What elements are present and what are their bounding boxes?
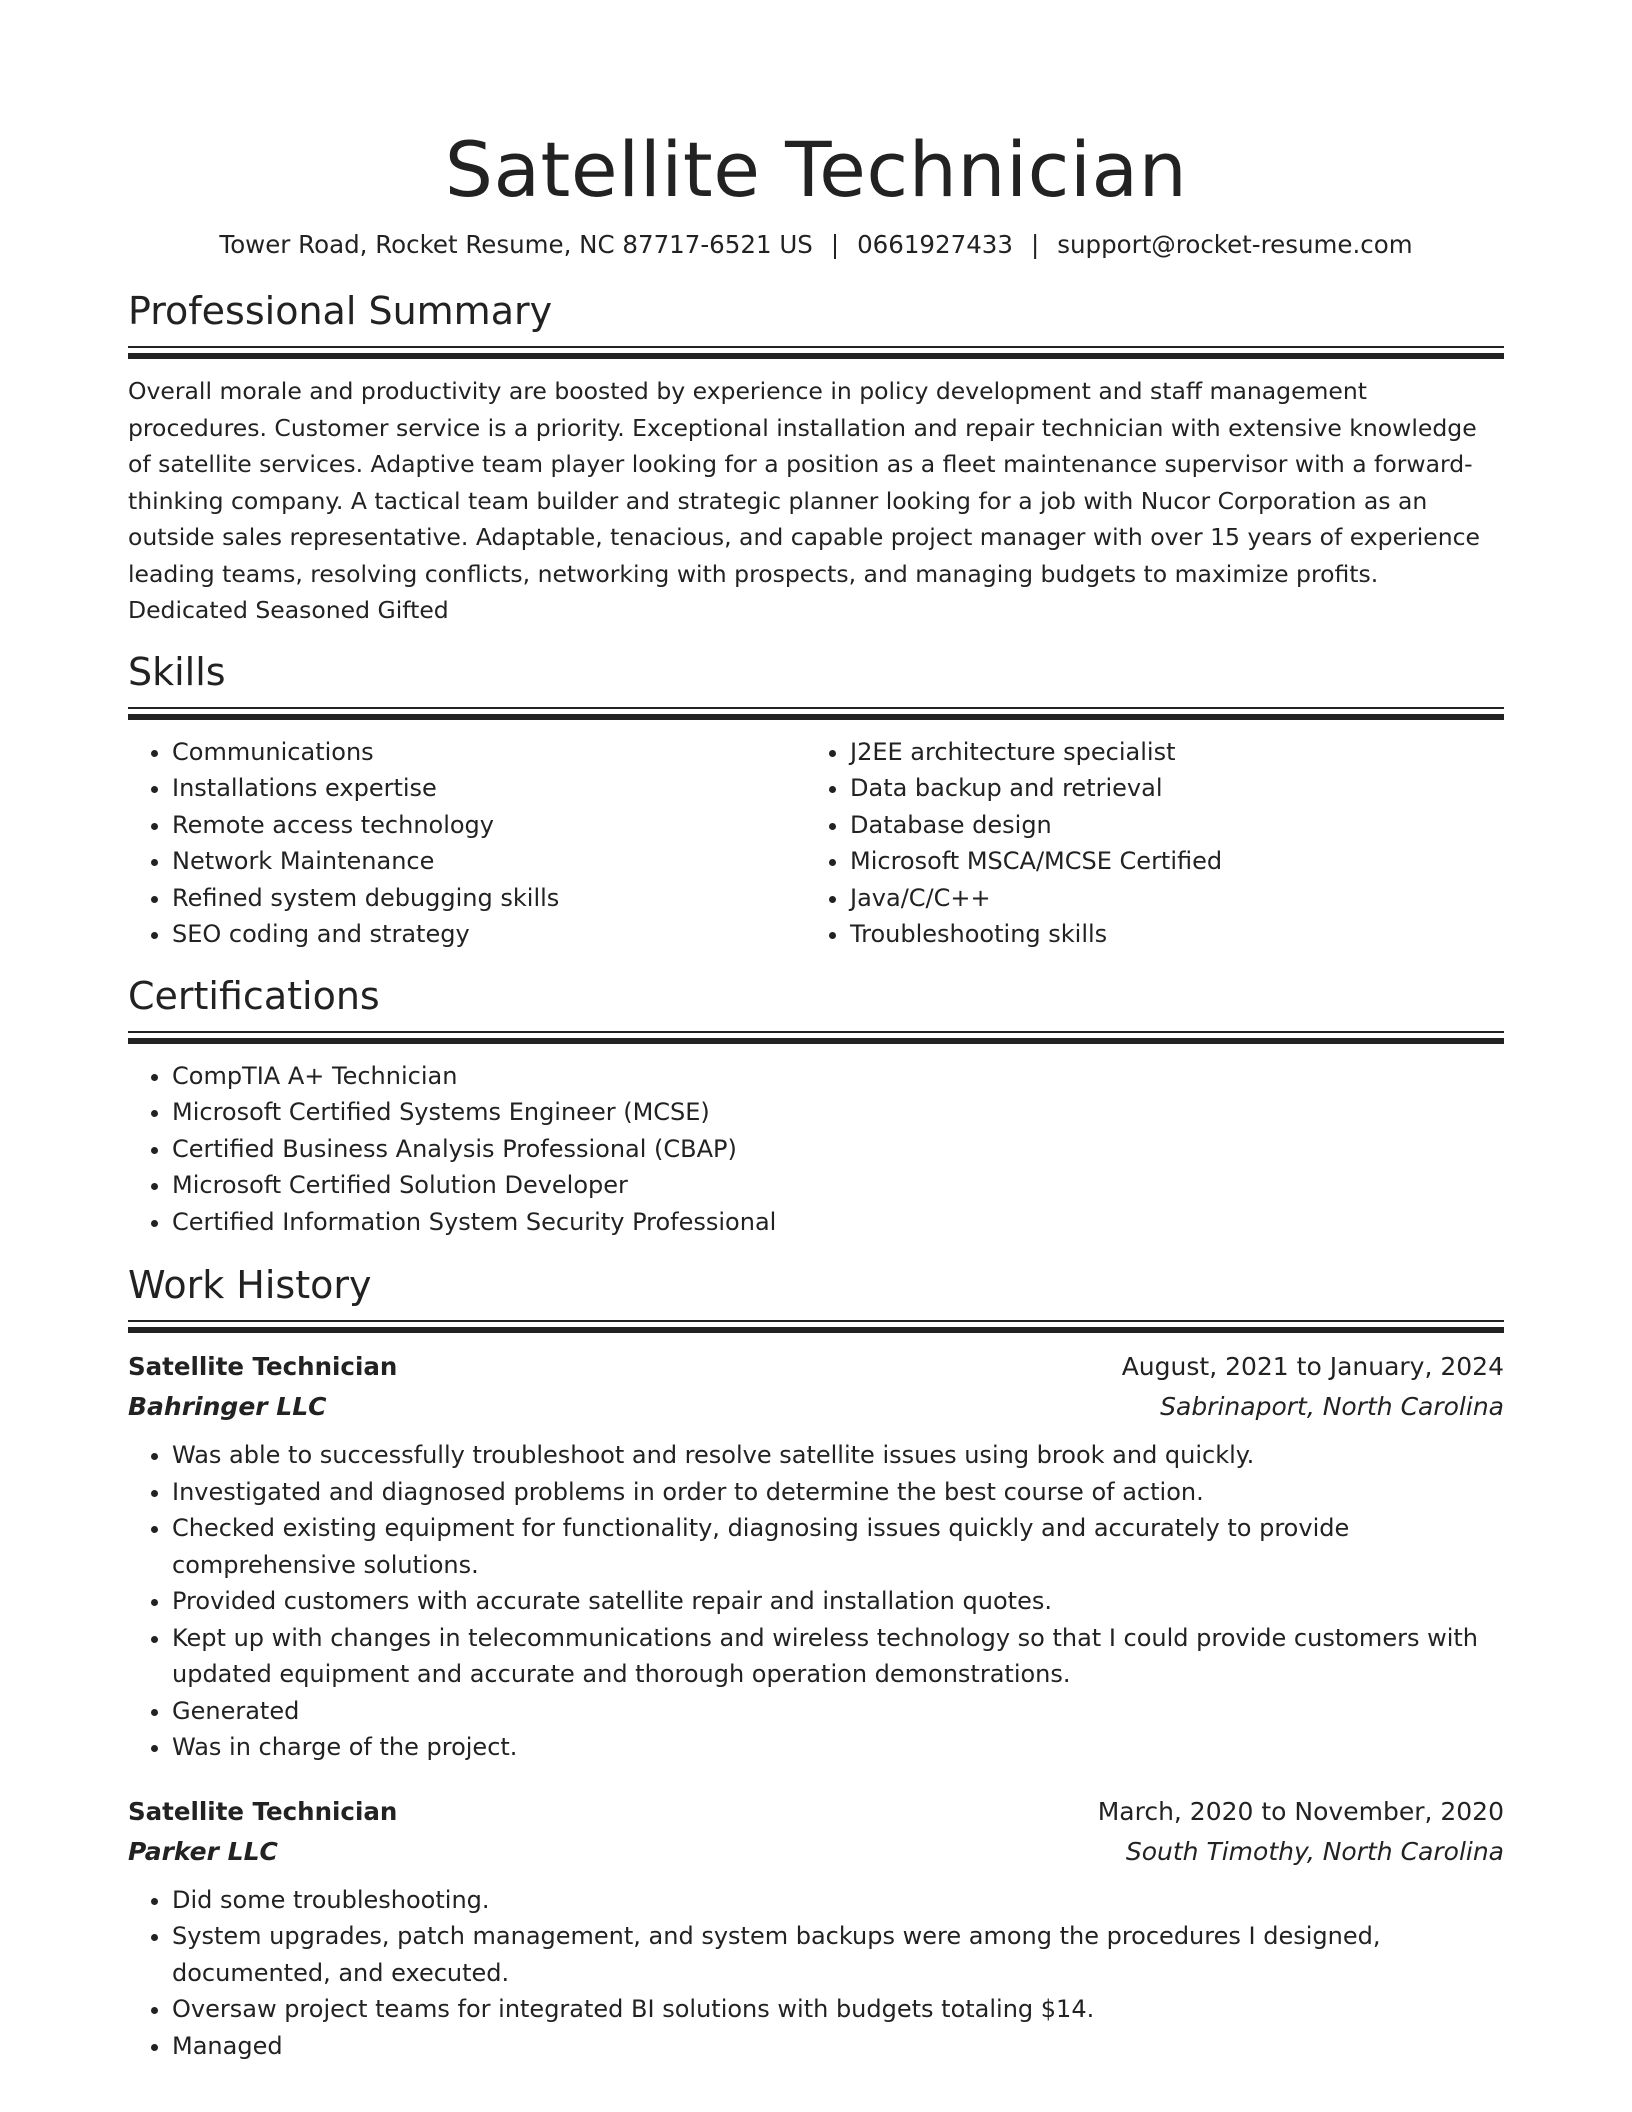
- job-dates: August, 2021 to January, 2024: [1121, 1352, 1504, 1381]
- skill-item: • SEO coding and strategy: [172, 916, 806, 953]
- skills-column-right: [806, 734, 1484, 953]
- skill-item: • Java/C/C++: [850, 880, 1484, 917]
- job-bullet: • Managed: [172, 2028, 1504, 2065]
- job-company-row: [128, 1387, 1504, 1427]
- contact-separator: |: [1030, 230, 1040, 259]
- contact-separator: |: [830, 230, 840, 259]
- contact-address: Tower Road, Rocket Resume, NC 87717-6521 US: [219, 230, 813, 259]
- job-bullets: [128, 1437, 1504, 1766]
- section-title-summary: Professional Summary: [128, 289, 553, 333]
- summary-text: Overall morale and productivity are boosted by experience in policy development and staff management procedures. Customer service is a priority. Exceptional installation and repair technician with extensive knowledge of satellite services. Adaptive team player looking for a position as a fleet maintenance supervisor with a forward-thinking company. A tactical team builder and strategic planner looking for a job with Nucor Corporation as an outside sales representative. Adaptable, tenacious, and capable project manager with over 15 years of experience leading teams, resolving conflicts, networking with prospects, and managing budgets to maximize profits. Dedicated Seasoned Gifted: [128, 377, 1480, 624]
- resume-page: [128, 0, 1504, 2064]
- section-divider: [128, 1320, 1504, 1333]
- job-bullet: • Kept up with changes in telecommunications and wireless technology so that I could provide customers with updated equipment and accurate and thorough operation demonstrations.: [172, 1620, 1504, 1693]
- job-title: Satellite Technician: [128, 1796, 398, 1826]
- section-divider: [128, 1031, 1504, 1044]
- contact-email[interactable]: support@rocket-resume.com: [1057, 230, 1413, 259]
- job-header-row: [128, 1347, 1504, 1387]
- skill-item: • J2EE architecture specialist: [850, 734, 1484, 771]
- job-bullet: • Oversaw project teams for integrated BI solutions with budgets totaling $14.: [172, 1991, 1504, 2028]
- job-title: Satellite Technician: [128, 1352, 398, 1381]
- jobs-list: [128, 1347, 1504, 2064]
- job-bullet: • Investigated and diagnosed problems in order to determine the best course of action.: [172, 1474, 1504, 1511]
- skills-grid: [128, 734, 1504, 953]
- certification-item: • CompTIA A+ Technician: [172, 1058, 1504, 1095]
- resume-name: Satellite Technician: [444, 125, 1188, 214]
- skill-item: • Data backup and retrieval: [850, 770, 1484, 807]
- job-dates: March, 2020 to November, 2020: [1097, 1796, 1504, 1826]
- section-title-certifications: Certifications: [128, 973, 380, 1018]
- skills-list-left: [128, 734, 806, 953]
- summary-section: [128, 286, 1504, 629]
- job-bullet: • Provided customers with accurate satellite repair and installation quotes.: [172, 1583, 1504, 1620]
- skill-item: • Network Maintenance: [172, 843, 806, 880]
- job-bullet: • System upgrades, patch management, and system backups were among the procedures I designed, documented, and executed.: [172, 1918, 1504, 1991]
- section-divider: [128, 707, 1504, 720]
- skill-item: • Troubleshooting skills: [850, 916, 1484, 953]
- job-entry: [128, 1792, 1504, 2065]
- job-company: Parker LLC: [128, 1836, 278, 1866]
- contact-phone: 0661927433: [857, 230, 1013, 259]
- skill-item: • Refined system debugging skills: [172, 880, 806, 917]
- section-divider: [128, 346, 1504, 359]
- job-bullet: • Did some troubleshooting.: [172, 1882, 1504, 1919]
- skill-item: • Communications: [172, 734, 806, 771]
- skill-item: • Remote access technology: [172, 807, 806, 844]
- job-entry: [128, 1347, 1504, 1766]
- job-company-row: [128, 1832, 1504, 1872]
- job-bullet: • Generated: [172, 1693, 1504, 1730]
- contact-line: [128, 228, 1504, 262]
- job-header-row: [128, 1792, 1504, 1832]
- job-bullet: • Was able to successfully troubleshoot and resolve satellite issues using brook and quickly.: [172, 1437, 1504, 1474]
- skills-column-left: [128, 734, 806, 953]
- section-title-work-history: Work History: [128, 1263, 372, 1307]
- certifications-section: [128, 971, 1504, 1241]
- skills-section: [128, 647, 1504, 953]
- skill-item: • Database design: [850, 807, 1484, 844]
- certification-item: • Certified Business Analysis Professional (CBAP): [172, 1131, 1504, 1168]
- job-company: Bahringer LLC: [128, 1392, 327, 1421]
- certification-item: • Microsoft Certified Solution Developer: [172, 1167, 1504, 1204]
- skill-item: • Installations expertise: [172, 770, 806, 807]
- skills-list-right: [806, 734, 1484, 953]
- certification-item: • Microsoft Certified Systems Engineer (MCSE): [172, 1094, 1504, 1131]
- certifications-list: [128, 1058, 1504, 1241]
- job-bullet: • Checked existing equipment for functionality, diagnosing issues quickly and accurately to provide comprehensive solutions.: [172, 1510, 1504, 1583]
- job-bullet: • Was in charge of the project.: [172, 1729, 1504, 1766]
- job-location: Sabrinaport, North Carolina: [1160, 1392, 1504, 1421]
- skill-item: • Microsoft MSCA/MCSE Certified: [850, 843, 1484, 880]
- section-title-skills: Skills: [128, 649, 226, 694]
- certification-item: • Certified Information System Security Professional: [172, 1204, 1504, 1241]
- job-bullets: [128, 1882, 1504, 2065]
- work-history-section: [128, 1260, 1504, 2064]
- job-location: South Timothy, North Carolina: [1125, 1836, 1504, 1866]
